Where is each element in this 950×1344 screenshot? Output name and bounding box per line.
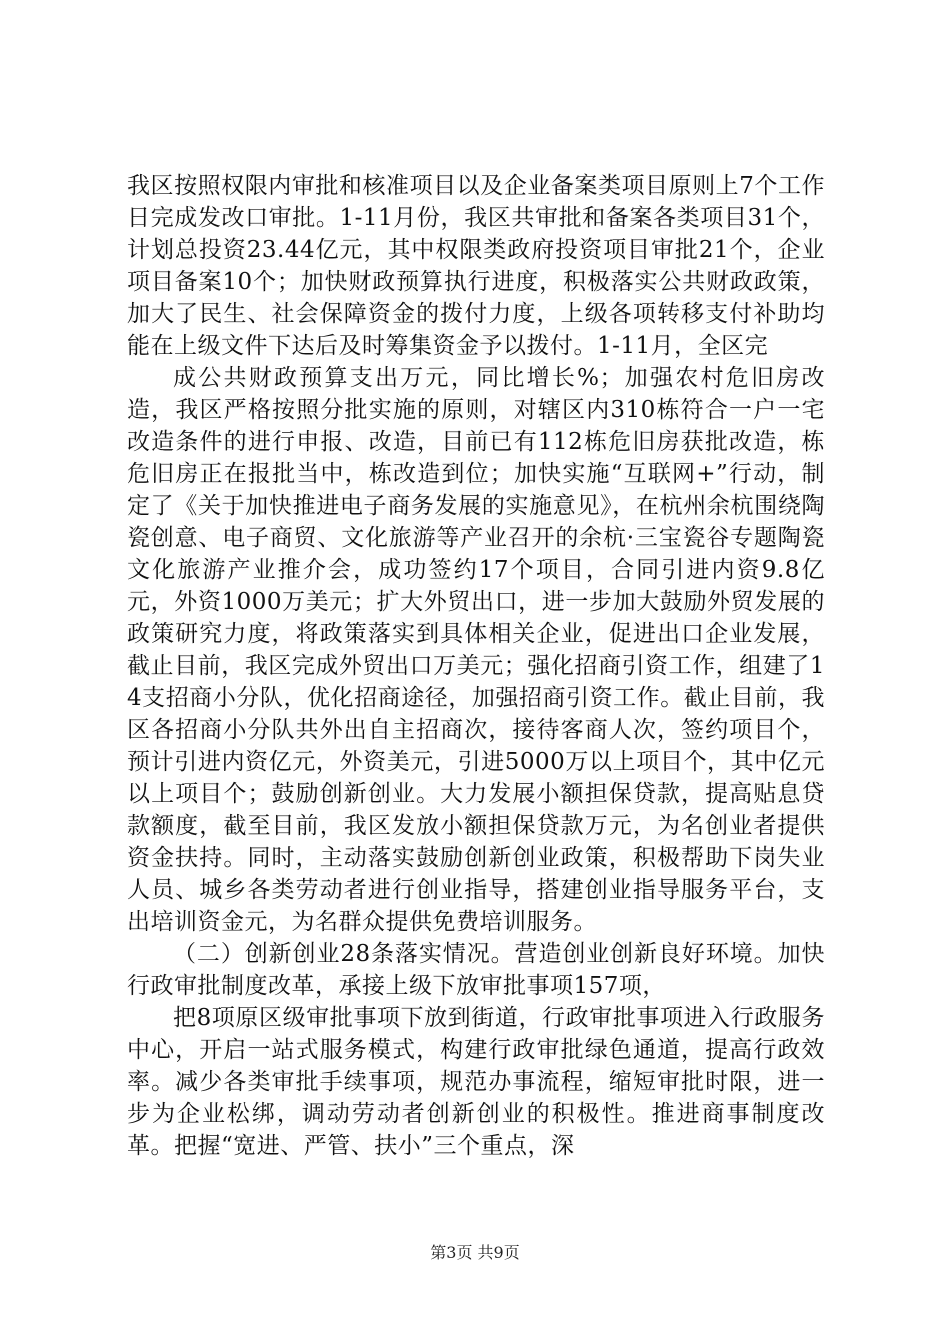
- document-body: [127, 170, 825, 1162]
- paragraph-3: （二）创新创业28条落实情况。营造创业创新良好环境。加快行政审批制度改革，承接上级下放审批事项157项，: [127, 941, 825, 999]
- page-number-footer: 第3页 共9页: [430, 1243, 520, 1262]
- paragraph-1: 我区按照权限内审批和核准项目以及企业备案类项目原则上7个工作日完成发改口审批。1-11月份，我区共审批和备案各类项目31个，计划总投资23.44亿元，其中权限类政府投资项目审批21个，企业项目备案10个；加快财政预算执行进度，积极落实公共财政政策，加大了民生、社会保障资金的拨付力度，上级各项转移支付补助均能在上级文件下达后及时筹集资金予以拨付。1-11月，全区完: [127, 173, 825, 359]
- paragraph-4: 把8项原区级审批事项下放到街道，行政审批事项进入行政服务中心，开启一站式服务模式，构建行政审批绿色通道，提高行政效率。减少各类审批手续事项，规范办事流程，缩短审批时限，进一步为企业松绑，调动劳动者创新创业的积极性。推进商事制度改革。把握“宽进、严管、扶小”三个重点，深: [127, 1005, 825, 1159]
- paragraph-2: 成公共财政预算支出万元，同比增长%；加强农村危旧房改造，我区严格按照分批实施的原则，对辖区内310栋符合一户一宅改造条件的进行申报、改造，目前已有112栋危旧房获批改造，栋危旧房正在报批当中，栋改造到位；加快实施“互联网+”行动，制定了《关于加快推进电子商务发展的实施意见》，在杭州余杭围绕陶瓷创意、电子商贸、文化旅游等产业召开的余杭·三宝瓷谷专题陶瓷文化旅游产业推介会，成功签约17个项目，合同引进内资9.8亿元，外资1000万美元；扩大外贸出口，进一步加大鼓励外贸发展的政策研究力度，将政策落实到具体相关企业，促进出口企业发展，截止目前，我区完成外贸出口万美元；强化招商引资工作，组建了14支招商小分队，优化招商途径，加强招商引资工作。截止目前，我区各招商小分队共外出自主招商次，接待客商人次，签约项目个，预计引进内资亿元，外资美元，引进5000万以上项目个，其中亿元以上项目个；鼓励创新创业。大力发展小额担保贷款，提高贴息贷款额度，截至目前，我区发放小额担保贷款万元，为名创业者提供资金扶持。同时，主动落实鼓励创新创业政策，积极帮助下岗失业人员、城乡各类劳动者进行创业指导，搭建创业指导服务平台，支出培训资金元，为名群众提供免费培训服务。: [127, 365, 825, 935]
